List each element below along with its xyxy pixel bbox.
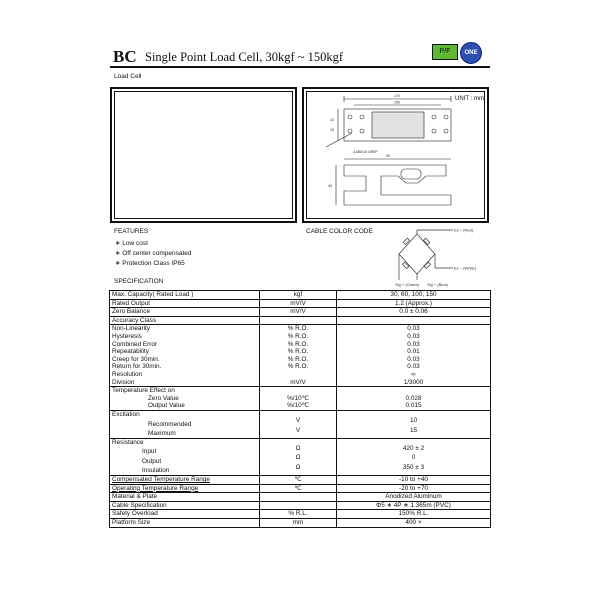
feature-item: ∗ Low cost — [115, 240, 148, 247]
cable-sig-minus: Sig − (Blue) — [427, 282, 449, 287]
accuracy-label: Creep for 30min. — [112, 355, 160, 363]
dimension-drawing — [306, 91, 485, 219]
accuracy-label: Division — [112, 378, 135, 386]
section-cable-color: CABLE COLOR CODE — [306, 228, 373, 235]
accuracy-value: 1/3000 — [403, 378, 424, 386]
spec-label — [110, 325, 260, 387]
recommended-unit: V — [295, 416, 301, 424]
accuracy-label: Hysteresis — [112, 332, 142, 340]
accuracy-label: Repeatability — [112, 348, 149, 356]
input-value: 420 ± 2 — [402, 444, 425, 452]
accuracy-label: Return for 30min. — [112, 363, 162, 371]
cable-ex-minus: Ex − (White) — [454, 265, 477, 271]
table-row — [110, 501, 491, 510]
dim-pitch1: 10 — [330, 118, 334, 122]
table-row — [110, 308, 491, 317]
maximum-label: Maximum — [148, 430, 176, 438]
input-unit: Ω — [295, 444, 301, 452]
spec-label: Safety Overload — [110, 510, 260, 519]
output-value-label: Output Value — [148, 402, 185, 410]
spec-label: Accuracy Class — [110, 316, 260, 325]
table-row — [110, 325, 491, 387]
resistance-label: Resistance — [112, 438, 144, 446]
spec-value: -20 to +70 — [337, 484, 491, 493]
zero-value-label: Zero Value — [148, 394, 179, 402]
dim-height: 40 — [328, 184, 332, 188]
output-value-unit: %/10℃ — [287, 402, 309, 410]
output-unit: Ω — [295, 454, 301, 462]
accuracy-unit: % R.O. — [287, 348, 309, 356]
spec-unit: ℃ — [260, 484, 337, 493]
table-row — [110, 484, 491, 493]
spec-unit — [260, 316, 337, 325]
spec-label: Material & Plate — [110, 493, 260, 502]
table-row — [110, 476, 491, 485]
accuracy-value: ∞ — [411, 370, 416, 378]
title-rule — [110, 66, 490, 68]
table-row — [110, 519, 491, 528]
one-badge: ONE — [460, 42, 482, 64]
accuracy-value: 0.01 — [407, 348, 420, 356]
output-value-value: 0.015 — [405, 402, 422, 410]
spec-unit — [260, 387, 337, 411]
spec-unit — [260, 493, 337, 502]
zero-value-value: 0.028 — [405, 394, 422, 402]
zero-value-unit: %/10℃ — [287, 394, 309, 402]
accuracy-value: 0.03 — [407, 332, 420, 340]
spec-value — [337, 316, 491, 325]
accuracy-unit: % R.O. — [287, 363, 309, 371]
spec-label: Platform Size — [110, 519, 260, 528]
spec-label: Cable Specification — [110, 501, 260, 510]
dim-inner: 150 — [394, 100, 400, 105]
temp-effect-label: Temperature Effect on — [112, 387, 175, 395]
dim-length: 170 — [394, 94, 400, 98]
spec-label: Zero Balance — [110, 308, 260, 317]
spec-label: Operating Temperature Range — [110, 484, 260, 493]
table-row — [110, 316, 491, 325]
table-row — [110, 291, 491, 300]
accuracy-unit — [262, 371, 334, 379]
spec-label: Rated Output — [110, 299, 260, 308]
maximum-value: 15 — [409, 426, 418, 434]
accuracy-unit: mV/V — [290, 378, 306, 386]
spec-value — [337, 387, 491, 411]
table-row — [110, 438, 491, 475]
table-row — [110, 387, 491, 411]
accuracy-label: Resolution — [112, 370, 143, 378]
accuracy-unit: % R.O. — [287, 325, 309, 333]
accuracy-value: 0.03 — [407, 355, 420, 363]
table-row — [110, 410, 491, 438]
accuracy-label: Non-Linearity — [112, 325, 151, 333]
feature-item: ∗ Protection Class IP65 — [115, 260, 185, 267]
insulation-value: 350 ± 3 — [402, 463, 425, 471]
maximum-unit: V — [295, 426, 301, 434]
spec-unit: mV/V — [260, 308, 337, 317]
spec-value: 30, 60, 100, 150 — [337, 291, 491, 300]
spec-label: Max. Capacity( Rated Load ) — [110, 291, 260, 300]
feature-item: ∗ Off center compensated — [115, 250, 192, 257]
cable-sig-plus: Sig + (Green) — [395, 282, 420, 287]
insulation-label: Insulation — [142, 467, 170, 475]
model-code: BC — [113, 47, 137, 66]
section-specification: SPECIFICATION — [114, 278, 164, 285]
photo-area — [114, 91, 293, 219]
input-label: Input — [142, 448, 157, 456]
spec-value: 400 × — [337, 519, 491, 528]
table-row — [110, 510, 491, 519]
spec-unit: ℃ — [260, 476, 337, 485]
spec-value — [337, 438, 491, 475]
spec-unit: % R.L. — [260, 510, 337, 519]
spec-value: Anodized Aluminum — [337, 493, 491, 502]
spec-label — [110, 438, 260, 475]
recommended-label: Recommended — [148, 420, 192, 428]
bridge-diagram — [395, 226, 490, 290]
excitation-label: Excitation — [112, 410, 140, 418]
table-row — [110, 493, 491, 502]
spec-unit — [260, 501, 337, 510]
spec-unit — [260, 410, 337, 438]
page-title: Single Point Load Cell, 30kgf ~ 150kgf — [145, 50, 344, 64]
section-load-cell: Load Cell — [114, 73, 142, 80]
accuracy-unit: % R.O. — [287, 355, 309, 363]
output-value: 0 — [411, 454, 416, 462]
dim-depth: 30 — [386, 154, 390, 158]
accuracy-label: Combined Error — [112, 340, 158, 348]
spec-label — [110, 410, 260, 438]
spec-unit: mV/V — [260, 299, 337, 308]
accuracy-value: 0.03 — [407, 325, 420, 333]
output-label: Output — [142, 457, 162, 465]
unit-label: UNIT : mm — [455, 96, 484, 102]
dim-thread: 4-M6X10 DEEP — [353, 150, 378, 154]
spec-value: -10 to +40 — [337, 476, 491, 485]
section-features: FEATURES — [114, 228, 149, 235]
spec-unit — [260, 438, 337, 475]
accuracy-value: 0.03 — [407, 340, 420, 348]
pf-badge: P/F — [432, 44, 458, 60]
spec-unit: kgf — [260, 291, 337, 300]
spec-label — [110, 387, 260, 411]
spec-value — [337, 410, 491, 438]
table-row — [110, 299, 491, 308]
insulation-unit: Ω — [295, 463, 301, 471]
spec-label: Compensated Temperature Range — [110, 476, 260, 485]
spec-value: 1.2 (Approx.) — [337, 299, 491, 308]
recommended-value: 10 — [409, 416, 418, 424]
accuracy-unit: % R.O. — [287, 332, 309, 340]
spec-value: 0.0 ± 0.06 — [337, 308, 491, 317]
spec-value — [337, 325, 491, 387]
cable-ex-plus: Ex + (Red) — [454, 227, 474, 233]
spec-unit — [260, 325, 337, 387]
accuracy-value: 0.03 — [407, 363, 420, 371]
spec-value: 150% R.L. — [337, 510, 491, 519]
dim-pitch2: 15 — [330, 128, 334, 132]
spec-value: Φ5 ∗ 4P ∗ 1.365m (PVC) — [337, 501, 491, 510]
spec-table — [109, 290, 491, 528]
spec-unit: mm — [260, 519, 337, 528]
accuracy-unit: % R.O. — [287, 340, 309, 348]
